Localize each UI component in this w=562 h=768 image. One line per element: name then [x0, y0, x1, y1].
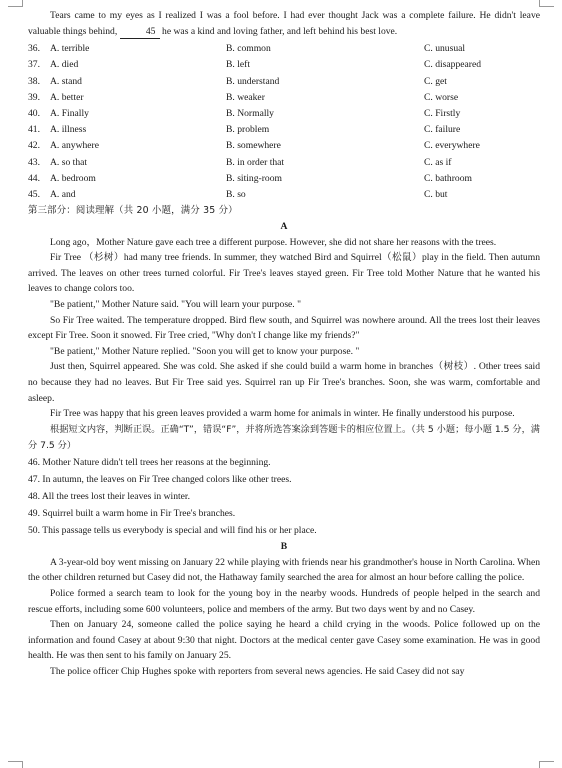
option-a: A. and: [50, 188, 76, 200]
option-c: C. failure: [424, 124, 461, 136]
option-a: A. Finally: [50, 107, 89, 119]
passage-paragraph: Police formed a search team to look for the young boy in the nearby woods. Hundreds of people helped in the search and rescue efforts, including some 600 volunteers, police and members of the army. But two days went by and no Casey.: [28, 587, 540, 615]
option-number: 43.: [28, 156, 40, 168]
passage-paragraph: Fir Tree was happy that his green leaves provided a warm home for animals in winter. He finally understood his purpose.: [50, 408, 515, 420]
passage-paragraph: So Fir Tree waited. The temperature dropped. Bird flew south, and Squirrel was nowhere around. All the trees lost their leaves except Fir Tree. Soon it snowed. Fir Tree cried, "Why don't I change like my friends?": [28, 314, 540, 342]
option-c: C. get: [424, 75, 447, 87]
passage-paragraph: "Be patient," Mother Nature said. "You will learn your purpose. ": [50, 299, 302, 311]
option-c: C. unusual: [424, 43, 466, 55]
option-c: C. worse: [424, 91, 459, 103]
section-title: 第三部分：阅读理解（共 20 小题，满分 35 分）: [28, 205, 238, 217]
option-number: 42.: [28, 140, 40, 152]
passage-a-heading: A: [280, 220, 288, 232]
option-b: B. so: [226, 188, 246, 200]
option-a: A. stand: [50, 75, 82, 87]
option-b: B. in order that: [226, 156, 285, 168]
option-number: 39.: [28, 91, 40, 103]
option-b: B. common: [226, 43, 271, 55]
option-number: 44.: [28, 172, 40, 184]
option-a: A. bedroom: [50, 172, 96, 184]
passage-paragraph: Then on January 24, someone called the police saying he heard a child crying in the woods. Police followed up on the information and found Casey at about 9:30 that night. Doctors at the medical center gave Casey some examination. He was in good health. He was then sent to his family on January 25.: [28, 619, 540, 662]
option-a: A. terrible: [50, 43, 90, 55]
option-a: A. anywhere: [50, 140, 100, 152]
option-b: B. weaker: [226, 91, 265, 103]
option-c: C. bathroom: [424, 172, 472, 184]
passage-a: [28, 235, 540, 454]
option-row: [28, 74, 540, 90]
passage-paragraph: Long ago，Mother Nature gave each tree a different purpose. However, she did not share her reasons with the trees.: [50, 236, 497, 248]
option-c: C. Firstly: [424, 107, 461, 119]
passage-paragraph: The police officer Chip Hughes spoke with reporters from several news agencies. He said Casey did not say: [50, 665, 465, 677]
option-a: A. died: [50, 59, 79, 71]
intro-paragraph: [28, 8, 540, 39]
option-a: A. illness: [50, 124, 87, 136]
option-row: [28, 122, 540, 138]
crop-mark-bottom-left: [8, 761, 23, 768]
passage-paragraph: Just then, Squirrel appeared. She was cold. She asked if she could build a warm home in branches（树枝）. Other trees said no because they had no leaves. But Fir Tree said yes. Squirrel ran up Fir Tree's branches. Soon, she was warm, comfortable and asleep.: [28, 361, 540, 404]
crop-mark-bottom-right: [539, 761, 554, 768]
option-row: [28, 187, 540, 203]
options-list: [28, 41, 540, 203]
question-item: 47. In autumn, the leaves on Fir Tree changed colors like other trees.: [28, 473, 292, 485]
option-c: C. as if: [424, 156, 452, 168]
option-row: [28, 138, 540, 154]
instructions: 根据短文内容，判断正误。正确“T”，错误“F”，并将所选答案涂到答题卡的相应位置上。（共 5 小题；每小题 1.5 分，满分 7.5 分）: [28, 423, 540, 451]
option-b: B. problem: [226, 124, 270, 136]
passage-paragraph: Fir Tree （杉树）had many tree friends. In summer, they watched Bird and Squirrel（松鼠）play in the field. Then autumn arrived. The leaves on other trees turned colorful. Fir Tree's leaves stayed green. Fir Tree told Mother Nature that he wanted his leaves to change colors too.: [28, 252, 540, 295]
document-content: [28, 8, 540, 680]
passage-paragraph: "Be patient," Mother Nature replied. "Soon you will get to know your purpose. ": [50, 345, 360, 357]
option-c: C. but: [424, 188, 448, 200]
option-row: [28, 155, 540, 171]
intro-text-before: Tears came to my eyes as I realized I was a fool before. I had ever thought Jack was a complete failure. He didn't leave valuable things behind,: [28, 10, 540, 37]
option-number: 37.: [28, 59, 40, 71]
option-number: 45.: [28, 188, 40, 200]
option-row: [28, 171, 540, 187]
option-row: [28, 57, 540, 73]
question-item: 50. This passage tells us everybody is special and will find his or her place.: [28, 524, 317, 536]
option-row: [28, 90, 540, 106]
option-b: B. Normally: [226, 107, 274, 119]
question-item: 49. Squirrel built a warm home in Fir Tree's branches.: [28, 507, 236, 519]
option-number: 38.: [28, 75, 40, 87]
option-number: 36.: [28, 43, 40, 55]
option-b: B. somewhere: [226, 140, 281, 152]
option-number: 41.: [28, 124, 40, 136]
passage-b-heading: B: [280, 540, 288, 552]
crop-mark-top-left: [8, 0, 23, 7]
intro-text-after: he was a kind and loving father, and left behind his best love.: [159, 25, 398, 37]
option-a: A. better: [50, 91, 84, 103]
true-false-questions: [28, 454, 540, 539]
option-row: [28, 106, 540, 122]
question-item: 46. Mother Nature didn't tell trees her reasons at the beginning.: [28, 456, 271, 468]
option-a: A. so that: [50, 156, 88, 168]
question-item: 48. All the trees lost their leaves in winter.: [28, 490, 190, 502]
option-b: B. siting-room: [226, 172, 282, 184]
option-c: C. disappeared: [424, 59, 482, 71]
crop-mark-top-right: [539, 0, 554, 7]
option-row: [28, 41, 540, 57]
option-b: B. left: [226, 59, 250, 71]
option-c: C. everywhere: [424, 140, 480, 152]
option-number: 40.: [28, 107, 40, 119]
option-b: B. understand: [226, 75, 280, 87]
answer-blank: 45: [120, 26, 160, 39]
passage-b: [28, 555, 540, 680]
passage-paragraph: A 3-year-old boy went missing on January 22 while playing with friends near his grandmother's house in North Carolina. When the other children returned but Casey did not, the Hathaway family searched the area for almost an hour before calling the police.: [28, 556, 541, 584]
